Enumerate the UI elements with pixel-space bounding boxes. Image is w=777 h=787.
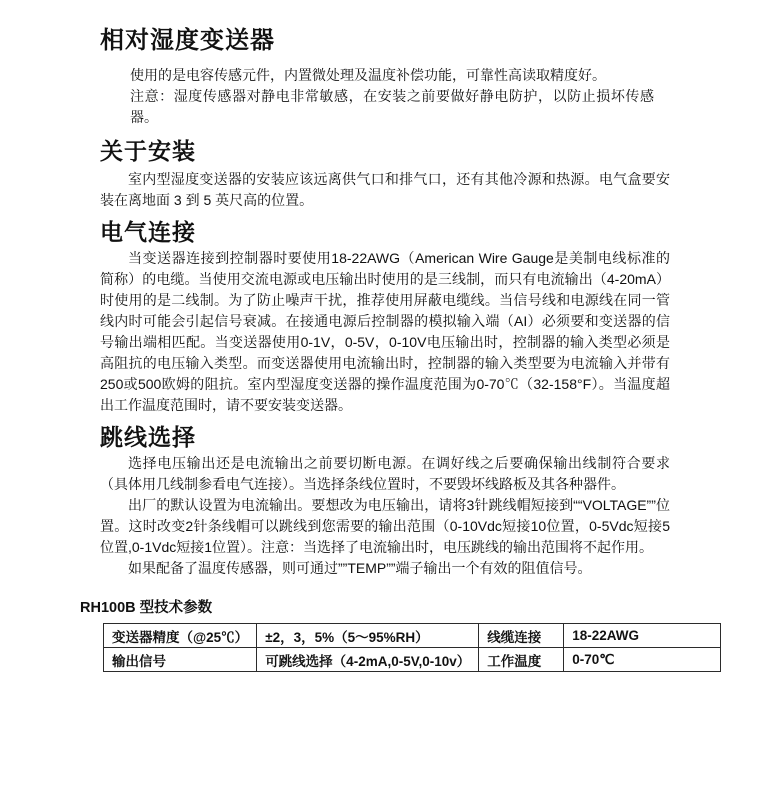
paragraph-intro: 使用的是电容传感元件，内置微处理及温度补偿功能，可靠性高读取精度好。 (130, 67, 606, 83)
table-cell-wiring-label: 线缆连接 (479, 624, 564, 648)
paragraph-install: 室内型湿度变送器的安装应该远离供气口和排气口，还有其他冷源和热源。电气盒要安装在离地面 3 到 5 英尺高的位置。 (100, 171, 670, 208)
intro-block (130, 65, 654, 128)
paragraph-jumper-powercut: 选择电压输出还是电流输出之前要切断电源。在调好线之后要确保输出线制符合要求（具体用几线制参看电气连接）。当选择条线位置时，不要毁坏线路板及其各种器件。 (100, 455, 670, 492)
table-cell-output-value: 可跳线选择（4-2mA,0-5V,0-10v） (257, 648, 479, 672)
page-title: 相对湿度变送器 (100, 27, 275, 54)
paragraph-jumper-temp-sensor: 如果配备了温度传感器，则可通过””TEMP””端子输出一个有效的阻值信号。 (128, 560, 592, 576)
paragraph-jumper-default-output: 出厂的默认设置为电流输出。要想改为电压输出，请将3针跳线帽短接到““VOLTAGE””位置。这时改变2针条线帽可以跳线到您需要的输出范围（0-10Vdc短接10位置，0-5Vdc短接5位置,0-1Vdc短接1位置）。注意：当选择了电流输出时，电压跳线的输出范围将不起作用。 (100, 497, 670, 555)
specs-table-caption: RH100B 型技术参数 (80, 600, 213, 616)
section-title-jumper: 跳线选择 (100, 424, 196, 450)
table-cell-temp-value: 0-70℃ (564, 648, 721, 672)
specs-table (103, 623, 721, 672)
section-title-electrical: 电气连接 (100, 219, 196, 245)
table-row (104, 648, 721, 672)
table-row (104, 624, 721, 648)
paragraph-static-caution: 注意：湿度传感器对静电非常敏感，在安装之前要做好静电防护，以防止损坏传感器。 (130, 88, 654, 125)
table-cell-wiring-value: 18-22AWG (564, 624, 721, 648)
paragraph-electrical: 当变送器连接到控制器时要使用18-22AWG（American Wire Gauge是美制电线标准的简称）的电缆。当使用交流电源或电压输出时使用的是三线制，而只有电流输出（4-20mA）时使用的是二线制。为了防止噪声干扰，推荐使用屏蔽电缆线。当信号线和电源线在同一管线内时可能会引起信号衰减。在接通电源后控制器的模拟输入端（AI）必须要和变送器的信号输出端相匹配。当变送器使用0-1V，0-5V，0-10V电压输出时，控制器的输入类型必须是高阻抗的电压输入类型。而变送器使用电流输出时，控制器的输入类型要为电流输入并带有250或500欧姆的阻抗。室内型湿度变送器的操作温度范围为0-70℃（32-158°F）。当温度超出工作温度范围时，请不要安装变送器。 (100, 250, 670, 413)
table-cell-temp-label: 工作温度 (479, 648, 564, 672)
table-cell-accuracy-label: 变送器精度（@25℃） (104, 624, 257, 648)
table-cell-accuracy-value: ±2，3，5%（5～95%RH） (257, 624, 479, 648)
table-cell-output-label: 输出信号 (104, 648, 257, 672)
section-title-install: 关于安装 (100, 138, 196, 164)
